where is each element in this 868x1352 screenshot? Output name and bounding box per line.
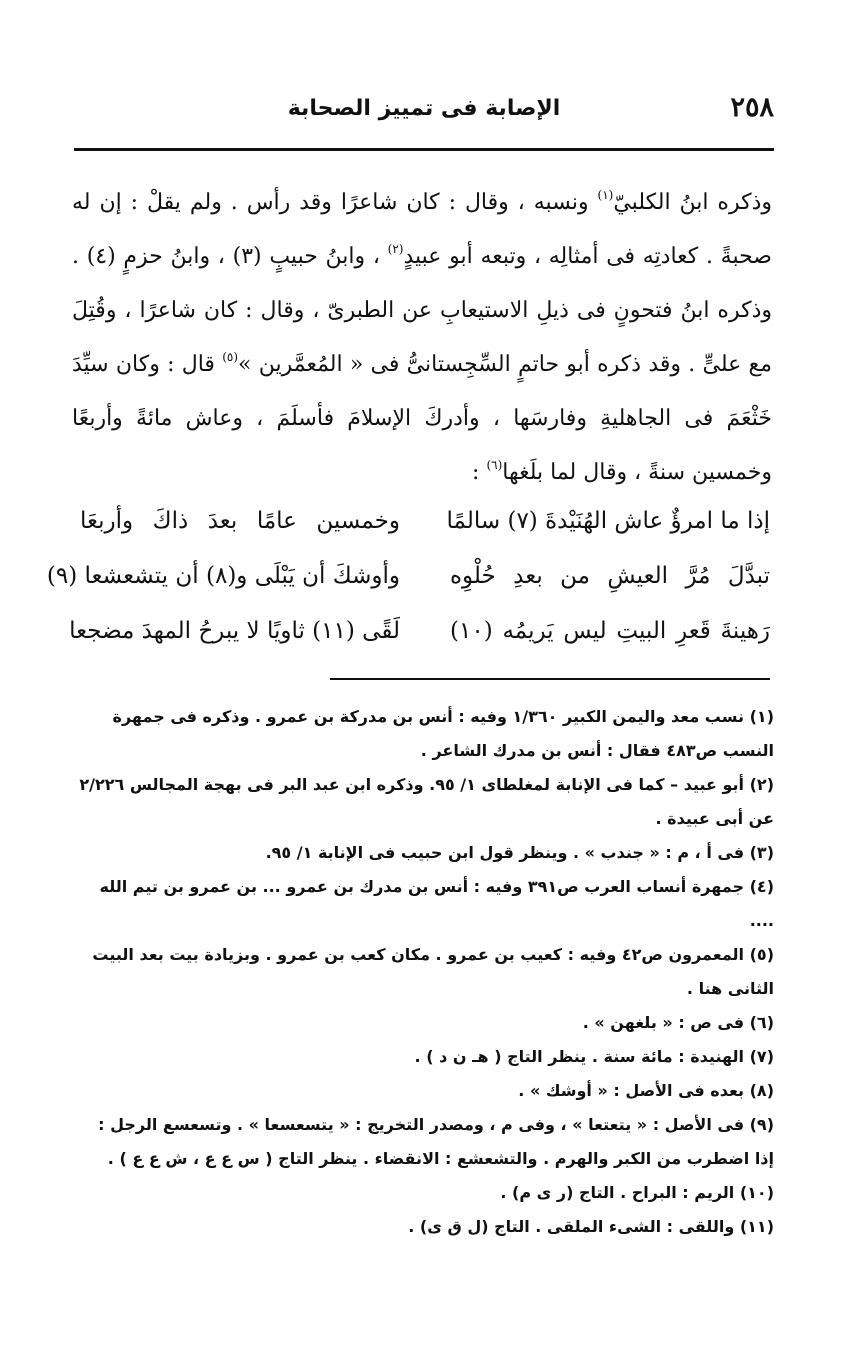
footnote: (١٠) الريم : البراح . التاج (ر ى م) . [500, 1183, 774, 1202]
footnote-ref: (١) [597, 188, 614, 202]
text-line: وذكره ابنُ فتحونٍ فى ذيلِ الاستيعابِ عن الطبرىّ ، وقال : كان شاعرًا ، وقُتِلَ [72, 298, 772, 323]
running-title: الإصابة فى تمييز الصحابة [287, 96, 561, 121]
text-line: صحبةً . كعادتِه فى أمثالِه ، وتبعه أبو عبيدٍ$^{(٢)}$ ، وابنُ حبيبٍ (٣) ، وابنُ حزمٍ (٤) . [72, 242, 772, 269]
text-line: وخمسين سنةً ، وقال لما بلَغها$^{(٦)}$ : [472, 458, 772, 485]
verse-line [46, 549, 770, 604]
page-header [74, 86, 774, 136]
main-text [72, 176, 772, 500]
text-line: خَثْعَمَ فى الجاهليةِ وفارسَها ، وأدركَ الإسلامَ فأسلَمَ ، وعاش مائةً وأربعًا [72, 406, 772, 431]
footnote: (٤) جمهرة أنساب العرب ص٣٩١ وفيه : أنس بن مدرك بن عمرو ... بن عمرو بن تيم الله .... [99, 877, 774, 930]
footnote: (٩) فى الأصل : « يتعتعا » ، وفى م ، ومصدر التخريج : « يتسعسعا » . وتسعسع الرجل : إذا اضطرب من الكبر والهرم . والتشعشع : الانقضاء . ينظر التاج ( س ع ع ، ش ع ع ) . [98, 1115, 774, 1168]
header-rule [74, 148, 774, 151]
footnote: (٢) أبو عبيد – كما فى الإنابة لمغلطاى ١/ ٩٥. وذكره ابن عبد البر فى بهجة المجالس ٢/٢٢٦ عن أبى عبيدة . [79, 775, 774, 828]
second-hemistich: وخمسين عامًا بعدَ ذاكَ وأربعَا [80, 508, 400, 534]
footnote: (١١) واللقى : الشىء الملقى . التاج (ل ق ى) . [408, 1217, 774, 1236]
second-hemistich: وأوشكَ أن يَبْلَى و(٨) أن يتشعشعا (٩) [46, 563, 400, 589]
footnote-ref: (٢) [387, 242, 404, 256]
footnote: (٥) المعمرون ص٤٢ وفيه : كعيب بن عمرو . مكان كعب بن عمرو . وبزيادة بيت بعد البيت الثانى هنا . [92, 945, 774, 998]
footnotes [74, 700, 774, 1244]
first-hemistich: رَهينةَ قَعرِ البيتِ ليس يَريمُه (١٠) [450, 618, 770, 644]
text-line: مع علىٍّ . وقد ذكره أبو حاتمٍ السِّجِستانىُّ فى « المُعمَّرين »$^{(٥)}$ قال : وكان سيِّدَ [72, 350, 772, 377]
first-hemistich: تبدَّلَ مُرَّ العيشِ من بعدِ حُلْوِه [450, 563, 770, 589]
footnote-ref: (٦) [486, 458, 503, 472]
footnote-separator [330, 678, 770, 680]
page-number: ٢٥٨ [730, 92, 774, 123]
verse-line [69, 604, 770, 659]
footnote: (٨) بعده فى الأصل : « أوشك » . [518, 1081, 774, 1100]
footnote: (١) نسب معد واليمن الكبير ١/٣٦٠ وفيه : أنس بن مدركة بن عمرو . وذكره فى جمهرة النسب ص٤٨٣ فقال : أنس بن مدرك الشاعر . [112, 707, 774, 760]
second-hemistich: لَقًى (١١) ثاويًا لا يبرحُ المهدَ مضجعا [69, 618, 400, 644]
text-line: وذكره ابنُ الكلبيّ$^{(١)}$ ونسبه ، وقال : كان شاعرًا وقد رأس . ولم يقلْ : إن له [72, 188, 772, 215]
first-hemistich: إذا ما امرؤٌ عاش الهُنَيْدةَ (٧) سالمًا [446, 508, 770, 534]
footnote: (٣) فى أ ، م : « جندب » . وينظر قول ابن حبيب فى الإنابة ١/ ٩٥. [265, 843, 774, 862]
footnote: (٦) فى ص : « بلغهن » . [582, 1013, 774, 1032]
verse-line [80, 494, 770, 549]
poem [46, 494, 770, 659]
footnote-ref: (٥) [222, 350, 239, 364]
footnote: (٧) الهنيدة : مائة سنة . ينظر التاج ( هـ ن د ) . [414, 1047, 774, 1066]
